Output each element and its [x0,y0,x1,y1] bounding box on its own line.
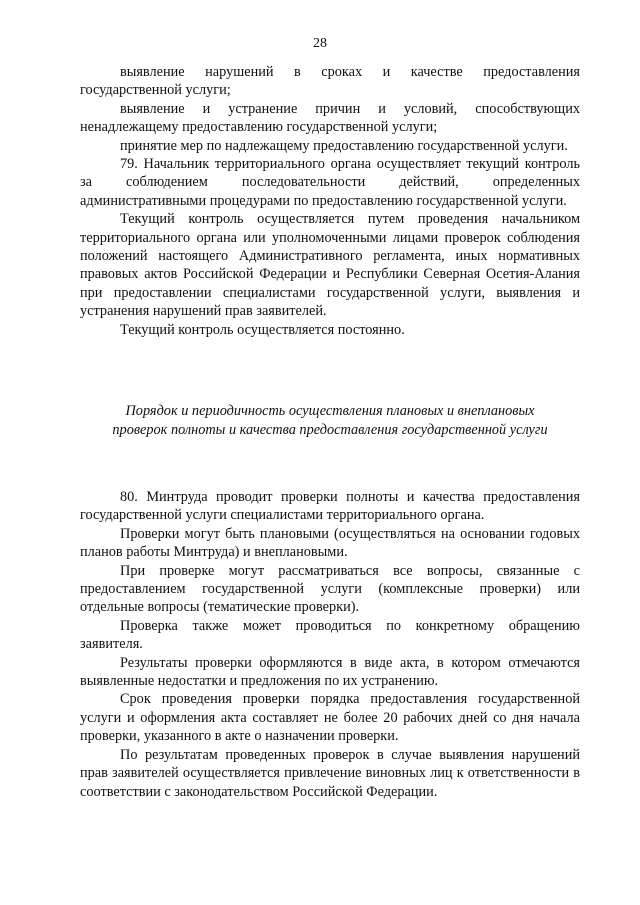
paragraph: Проверка также может проводиться по конкретному обращению заявителя. [80,617,580,653]
paragraph: принятие мер по надлежащему предоставлению государственной услуги. [120,137,568,154]
paragraph: выявление нарушений в сроках и качестве предоставления государственной услуги; [80,64,580,99]
paragraph: По результатам проведенных проверок в случае выявления нарушений прав заявителей осуществляется привлечение виновных лиц к ответственности в соответствии с законодательством Российской Федерации. [80,746,580,800]
section-heading [80,402,580,440]
paragraph: Текущий контроль осуществляется путем проведения начальником территориального органа или уполномоченными лицами проверок соблюдения положений настоящего Административного регламента, иных нормативных правовых актов Российской Федерации и Республики Северная Осетия-Алания при предоставлении специалистами государственной услуги, выявления и устранения нарушений прав заявителей. [80,211,580,320]
top-text-section [80,63,580,339]
paragraph: 79. Начальник территориального органа осуществляет текущий контроль за соблюдением последовательности действий, определенных административными процедурами по предоставлению государственной услуги. [80,156,580,209]
section-heading-line: проверок полноты и качества предоставления государственной услуги [112,422,548,438]
page-number: 28 [313,36,327,51]
paragraph: 80. Минтруда проводит проверки полноты и качества предоставления государственной услуги специалистами территориального органа. [80,489,580,524]
paragraph: Текущий контроль осуществляется постоянно. [120,321,405,338]
bottom-text-section [80,488,580,801]
paragraph: выявление и устранение причин и условий, способствующих ненадлежащему предоставлению государственной услуги; [80,100,580,136]
paragraph: Срок проведения проверки порядка предоставления государственной услуги и оформления акта составляет не более 20 рабочих дней со дня начала проверки, указанного в акте о назначении проверки. [80,691,580,745]
section-heading-line: Порядок и периодичность осуществления плановых и внеплановых [125,403,535,419]
paragraph: При проверке могут рассматриваться все вопросы, связанные с предоставлением государственной услуги (комплексные проверки) или отдельные вопросы (тематические проверки). [80,562,580,616]
paragraph: Проверки могут быть плановыми (осуществляться на основании годовых планов работы Минтруда) и внеплановыми. [80,525,580,561]
paragraph: Результаты проверки оформляются в виде акта, в котором отмечаются выявленные недостатки и предложения по их устранению. [80,654,580,690]
